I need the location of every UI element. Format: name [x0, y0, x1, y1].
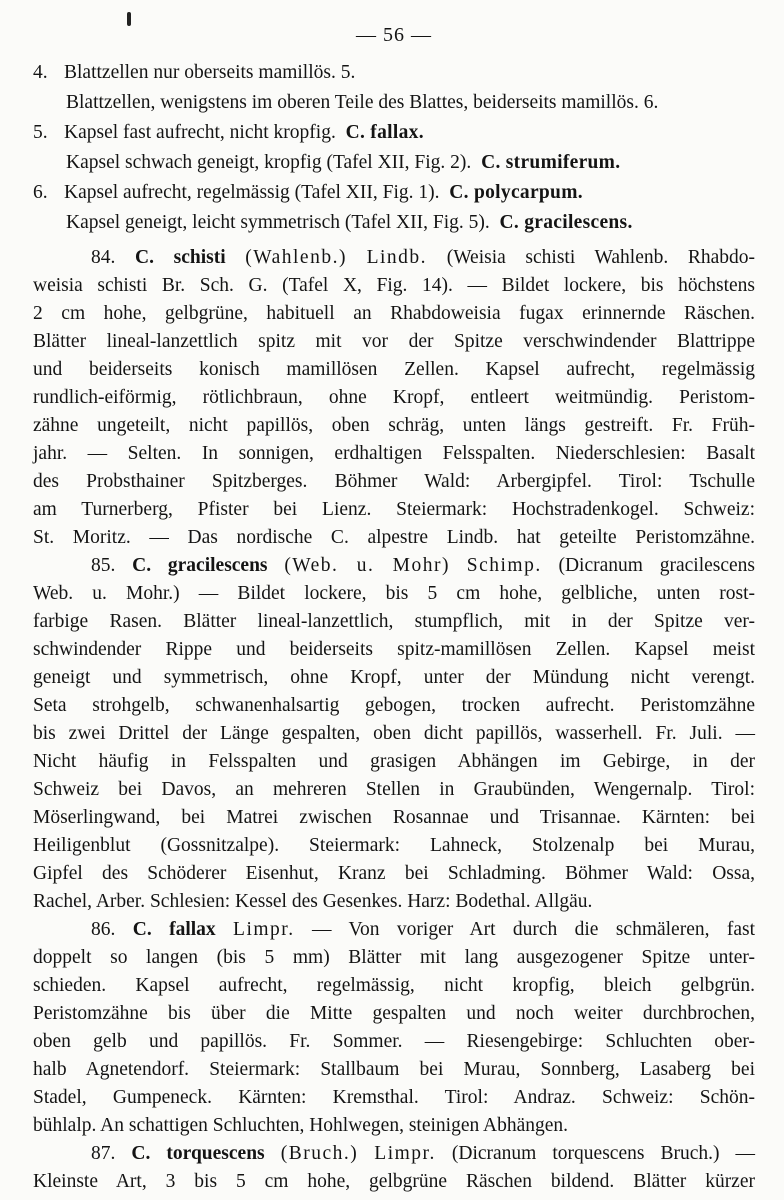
key-line: Blattzellen, wenigstens im oberen Teile des Blattes, beiderseits mamillös. 6. — [66, 92, 659, 113]
species-name: C. gracilescens. — [499, 212, 633, 233]
species-entry-87: 87. C. torquescens (Bruch.) Limpr. (Dicranum torquescens Bruch.) — Kleinste Art, 3 bis 5 cm hohe, gelbgrüne Räschen bildend. Blätter kürzer — [33, 1143, 756, 1192]
page-number: — 56 — — [356, 24, 432, 46]
species-name: C. gracilescens — [132, 555, 268, 576]
species-name: C. strumiferum. — [481, 152, 621, 173]
species-name: C. fallax. — [345, 122, 424, 143]
species-entry-84: 84. C. schisti (Wahlenb.) Lindb. (Weisia schisti Wahlenb. Rhabdo- weisia schisti Br. Sch. G. (Tafel X, Fig. 14). — Bildet lockere, bis höchstens 2 cm hohe, gelbgrüne, habituell an Rhabdoweisia fugax erinnernde Räschen. Blätter lineal-lanzettlich spitz mit vor der Spitze verschwindender Blattrippe und beiderseits konisch mamillösen Zellen. Kapsel aufrecht, regelmässig rundlich-eiförmig, rötlichbraun, ohne Kropf, entleert weitmündig. Peristom- zähne ungeteilt, nicht papillös, oben schräg, unten längs gestreift. Fr. Früh- jahr. — Selten. In sonnigen, erdhaltigen Felsspalten. Niederschlesien: Basalt des Probsthainer Spitzberges. Böhmer Wald: Arbergipfel. Tirol: Tschulle am Turnerberg, Pfister bei Lienz. Steiermark: Hochstradenkogel. Schweiz: St. Moritz. — Das nordische C. alpestre Lindb. hat geteilte Peristomzähne. — [33, 247, 756, 548]
species-entry-85: 85. C. gracilescens (Web. u. Mohr) Schimp. (Dicranum gracilescens Web. u. Mohr.) — Bildet lockere, bis 5 cm hohe, gelbliche, unten rost- farbige Rasen. Blätter lineal-lanzettlich, stumpflich, mit in der Spitze ver- schwindender Rippe und beiderseits spitz-mamillösen Zellen. Kapsel meist geneigt und symmetrisch, ohne Kropf, unter der Mündung nicht verengt. Seta strohgelb, schwanenhalsartig gebogen, trocken aufrecht. Peristomzähne bis zwei Drittel der Länge gespalten, oben dicht papillös, wasserhell. Fr. Juli. — Nicht häufig in Felsspalten und grasigen Abhängen im Gebirge, in der Schweiz bei Davos, an mehreren Stellen in Graubünden, Wengernalp. Tirol: Möserlingwand, bei Matrei zwischen Rosannae und Trisannae. Kärnten: bei Heiligenblut (Gossnitzalpe). Steiermark: Lahneck, Stolzenalp bei Murau, Gipfel des Schöderer Eisenhut, Kranz bei Schladming. Böhmer Wald: Ossa, Rachel, Arber. Schlesien: Kessel des Gesenkes. Harz: Bodethal. Allgäu. — [33, 555, 756, 912]
key-line: Kapsel schwach geneigt, kropfig (Tafel XII, Fig. 2). C. strumiferum. — [66, 152, 621, 173]
book-page — [33, 20, 755, 1196]
species-name: C. fallax — [132, 919, 216, 940]
identification-key — [33, 58, 755, 238]
species-name: C. polycarpum. — [449, 182, 583, 203]
key-line: Kapsel geneigt, leicht symmetrisch (Tafel XII, Fig. 5). C. gracilescens. — [66, 212, 633, 233]
key-line: 6. Kapsel aufrecht, regelmässig (Tafel XII, Fig. 1). C. polycarpum. — [33, 182, 583, 203]
species-name: C. torquescens — [131, 1143, 265, 1164]
key-line: 5. Kapsel fast aufrecht, nicht kropfig. C. fallax. — [33, 122, 424, 143]
species-entry-86: 86. C. fallax Limpr. — Von voriger Art durch die schmäleren, fast doppelt so langen (bis 5 mm) Blätter mit lang ausgezogener Spitze unter- schieden. Kapsel aufrecht, regelmässig, nicht kropfig, bleich gelbgrün. Peristomzähne bis über die Mitte gespalten und noch weiter durchbrochen, oben gelb und papillös. Fr. Sommer. — Riesengebirge: Schluchten ober- halb Agnetendorf. Steiermark: Stallbaum bei Murau, Sonnberg, Lasaberg bei Stadel, Gumpeneck. Kärnten: Kremsthal. Tirol: Andraz. Schweiz: Schön- bühlalp. An schattigen Schluchten, Hohlwegen, steinigen Abhängen. — [33, 919, 756, 1136]
key-line: 4. Blattzellen nur oberseits mamillös. 5. — [33, 62, 356, 83]
species-name: C. schisti — [135, 247, 226, 268]
